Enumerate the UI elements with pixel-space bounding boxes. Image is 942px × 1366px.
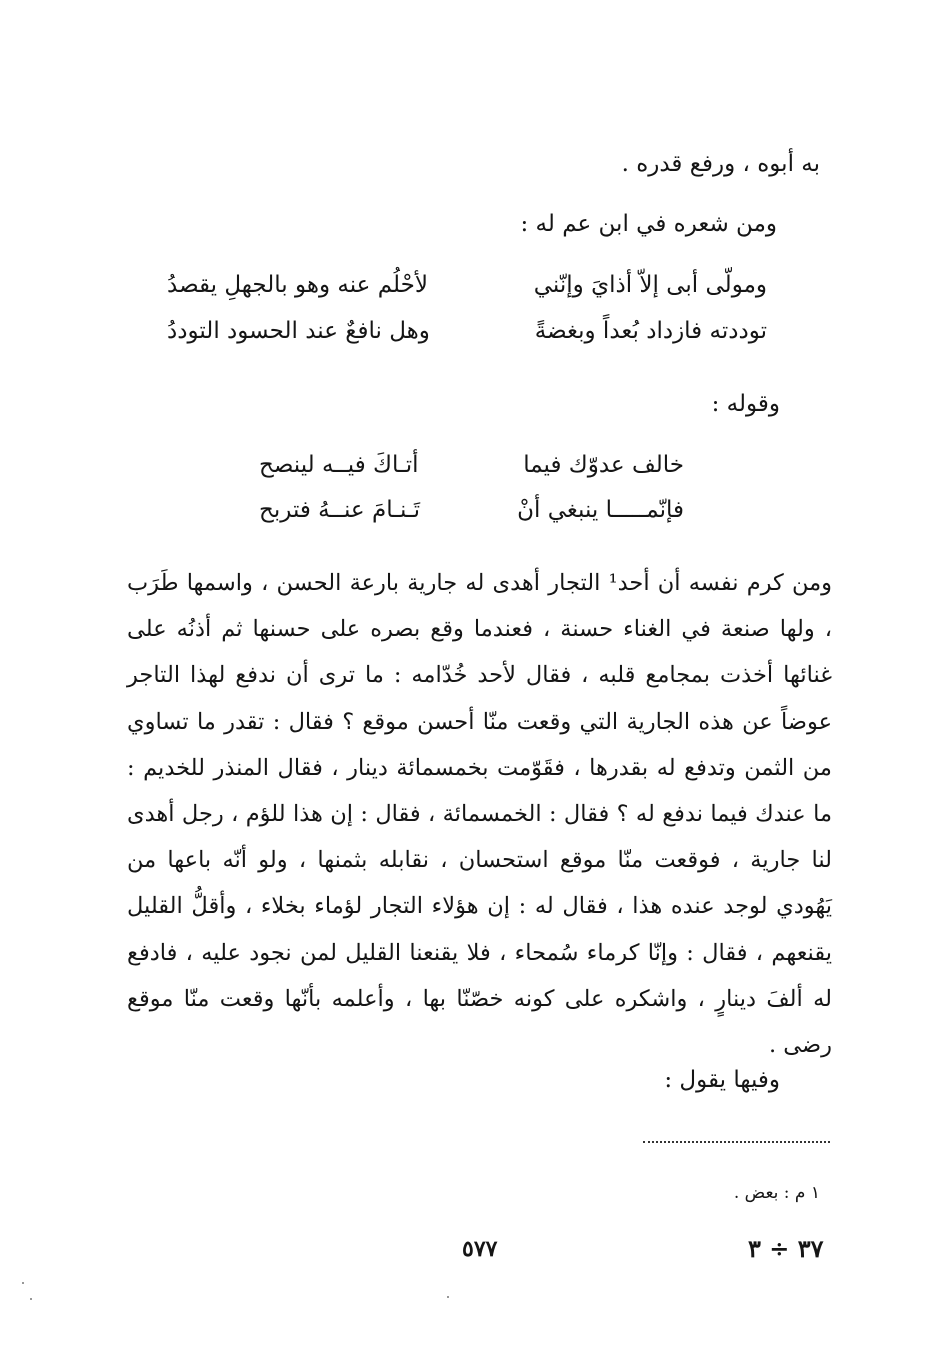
poem-1-verse-2 xyxy=(167,318,767,350)
footnote-separator xyxy=(643,1141,830,1143)
verse-hemistich-right: خالف عدوّك فيما xyxy=(523,452,684,478)
page-number: ٥٧٧ xyxy=(462,1236,498,1262)
verse-hemistich-left: أتـاكَ فيــه لينصح xyxy=(259,452,419,478)
poem-2-verse-2 xyxy=(259,497,684,529)
verse-hemistich-right: ومولّى أبى إلاّ أذايَ وإنّني xyxy=(533,272,767,298)
verse-hemistich-right: توددته فازداد بُعداً وبغضةً xyxy=(534,318,767,344)
footnote: ١ م : بعض . xyxy=(733,1183,820,1203)
text-line-2: ومن شعره في ابن عم له : xyxy=(520,211,777,237)
printer-signature: ٣٧ ÷ ٣ xyxy=(748,1234,824,1263)
poem-1-verse-1 xyxy=(167,272,767,304)
verse-hemistich-left: تَـنـامَ عنــهُ فتربح xyxy=(259,497,421,523)
text-line-4: وفيها يقول : xyxy=(664,1067,780,1093)
main-paragraph: ومن كرم نفسه أن أحد¹ التجار أهدى له جارية بارعة الحسن ، واسمها طَرَب ، ولها صنعة في الغناء حسنة ، فعندما وقع بصره على حسنها ثم أذنُه على غنائها أخذت بمجامع قلبه ، فقال لأحد خُدّامه : ما ترى أن ندفع لهذا التاجر عوضاً عن هذه الجارية التي وقعت منّا أحسن موقع ؟ فقال : تقدر ما تساوي من الثمن وتدفع له بقدرها ، فقَوّمت بخمسمائة دينار ، فقال المنذر للخديم : ما عندك فيما ندفع له ؟ فقال : الخمسمائة ، فقال : إن هذا للؤم ، رجل أهدى لنا جارية ، فوقعت منّا موقع استحسان ، نقابله بثمنها ، ولو أنّه باعها من يَهُودي لوجد عنده هذا ، فقال له : إن هؤلاء التجار لؤماء بخلاء ، وأقلُّ القليل يقنعهم ، فقال : وإنّا كرماء سُمحاء ، فلا يقنعنا القليل لمن نجود عليه ، فادفع له ألفَ دينارٍ ، واشكره على كونه خصّنّا بها ، وأعلمه بأنّها وقعت منّا موقع رضى . xyxy=(127,570,832,1059)
scan-speck xyxy=(447,1296,449,1298)
scan-speck xyxy=(22,1282,24,1284)
text-line-3: وقوله : xyxy=(711,391,780,417)
poem-2-verse-1 xyxy=(259,452,684,484)
text-line-1: به أبوه ، ورفع قدره . xyxy=(621,151,820,177)
verse-hemistich-right: فإنّمـــــا ينبغي أنْ xyxy=(517,497,684,523)
scan-speck xyxy=(30,1298,32,1300)
verse-hemistich-left: وهل نافعٌ عند الحسود التوددُ xyxy=(167,318,430,344)
verse-hemistich-left: لأحْلُم عنه وهو بالجهلِ يقصدُ xyxy=(167,272,428,298)
